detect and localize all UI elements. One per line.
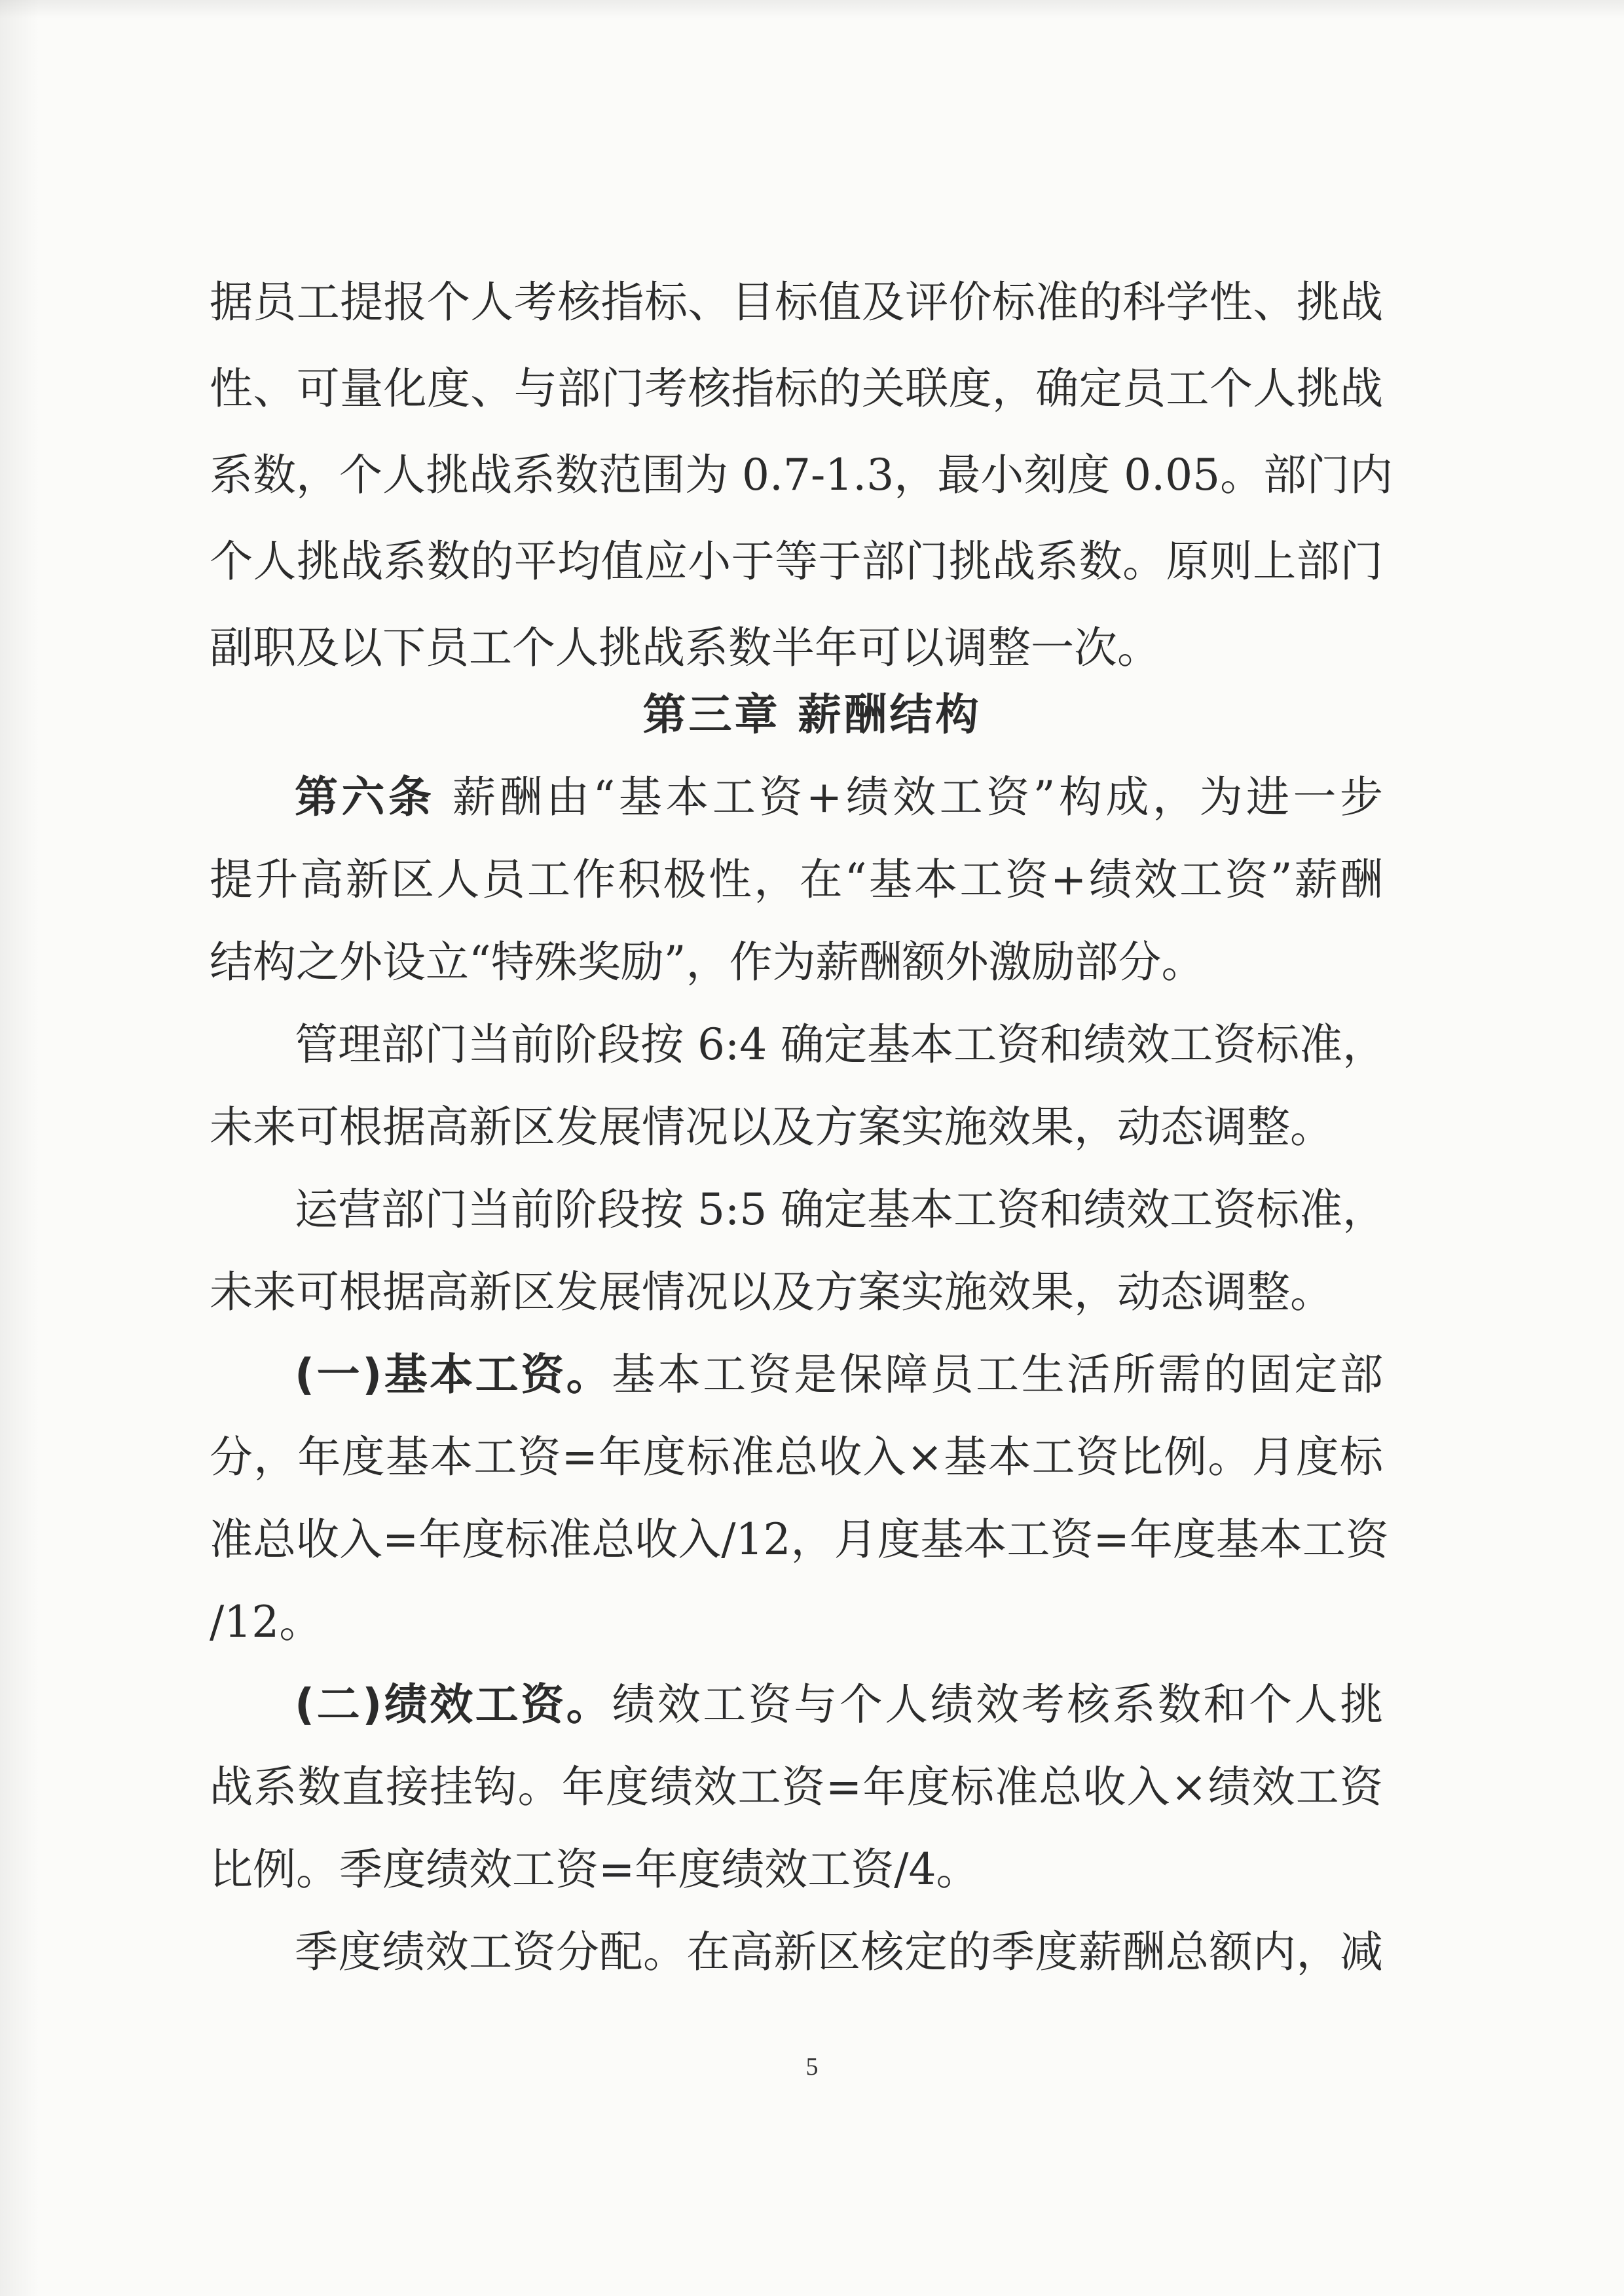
scan-edge-shadow — [0, 0, 39, 2296]
chapter-heading: 第三章 薪酬结构 — [642, 689, 982, 740]
paragraph-line: 系数，个人挑战系数范围为 0.7-1.3，最小刻度 0.05。部门内 — [210, 450, 1393, 500]
paragraph-line: 分，年度基本工资=年度标准总收入×基本工资比例。月度标 — [210, 1432, 1383, 1482]
paragraph-line: 性、可量化度、与部门考核指标的关联度，确定员工个人挑战 — [210, 363, 1383, 414]
paragraph-line: 未来可根据高新区发展情况以及方案实施效果，动态调整。 — [210, 1267, 1333, 1317]
section-label: (二)绩效工资。 — [295, 1679, 612, 1730]
paragraph-line: 据员工提报个人考核指标、目标值及评价标准的科学性、挑战 — [210, 277, 1383, 327]
article-6-line — [295, 771, 1383, 824]
basic-salary-line — [295, 1349, 1383, 1401]
paragraph-line: 个人挑战系数的平均值应小于等于部门挑战系数。原则上部门 — [210, 536, 1383, 587]
section-text: 基本工资是保障员工生活所需的固定部 — [612, 1349, 1383, 1400]
paragraph-line: 战系数直接挂钩。年度绩效工资=年度标准总收入×绩效工资 — [210, 1762, 1383, 1812]
paragraph-line: 准总收入=年度标准总收入/12，月度基本工资=年度基本工资 — [210, 1514, 1389, 1565]
section-label: (一)基本工资。 — [295, 1349, 612, 1400]
paragraph-line: 比例。季度绩效工资=年度绩效工资/4。 — [210, 1844, 980, 1895]
paragraph-line: 季度绩效工资分配。在高新区核定的季度薪酬总额内，减 — [295, 1927, 1383, 1977]
paragraph-line: 未来可根据高新区发展情况以及方案实施效果，动态调整。 — [210, 1102, 1333, 1152]
paragraph-line: /12。 — [210, 1597, 323, 1647]
section-text: 绩效工资与个人绩效考核系数和个人挑 — [612, 1679, 1383, 1730]
article-label: 第六条 — [295, 772, 435, 822]
paragraph-line: 管理部门当前阶段按 6:4 确定基本工资和绩效工资标准， — [295, 1019, 1386, 1070]
page-number: 5 — [805, 2053, 819, 2081]
paragraph-line: 运营部门当前阶段按 5:5 确定基本工资和绩效工资标准， — [295, 1184, 1386, 1235]
paragraph-line: 结构之外设立“特殊奖励”，作为薪酬额外激励部分。 — [210, 937, 1205, 987]
scan-top-shadow — [0, 0, 1624, 18]
paragraph-line: 提升高新区人员工作积极性，在“基本工资+绩效工资”薪酬 — [210, 854, 1383, 905]
article-text: 薪酬由“基本工资+绩效工资”构成，为进一步 — [435, 772, 1383, 822]
paragraph-line: 副职及以下员工个人挑战系数半年可以调整一次。 — [210, 623, 1160, 673]
performance-salary-line — [295, 1679, 1383, 1731]
